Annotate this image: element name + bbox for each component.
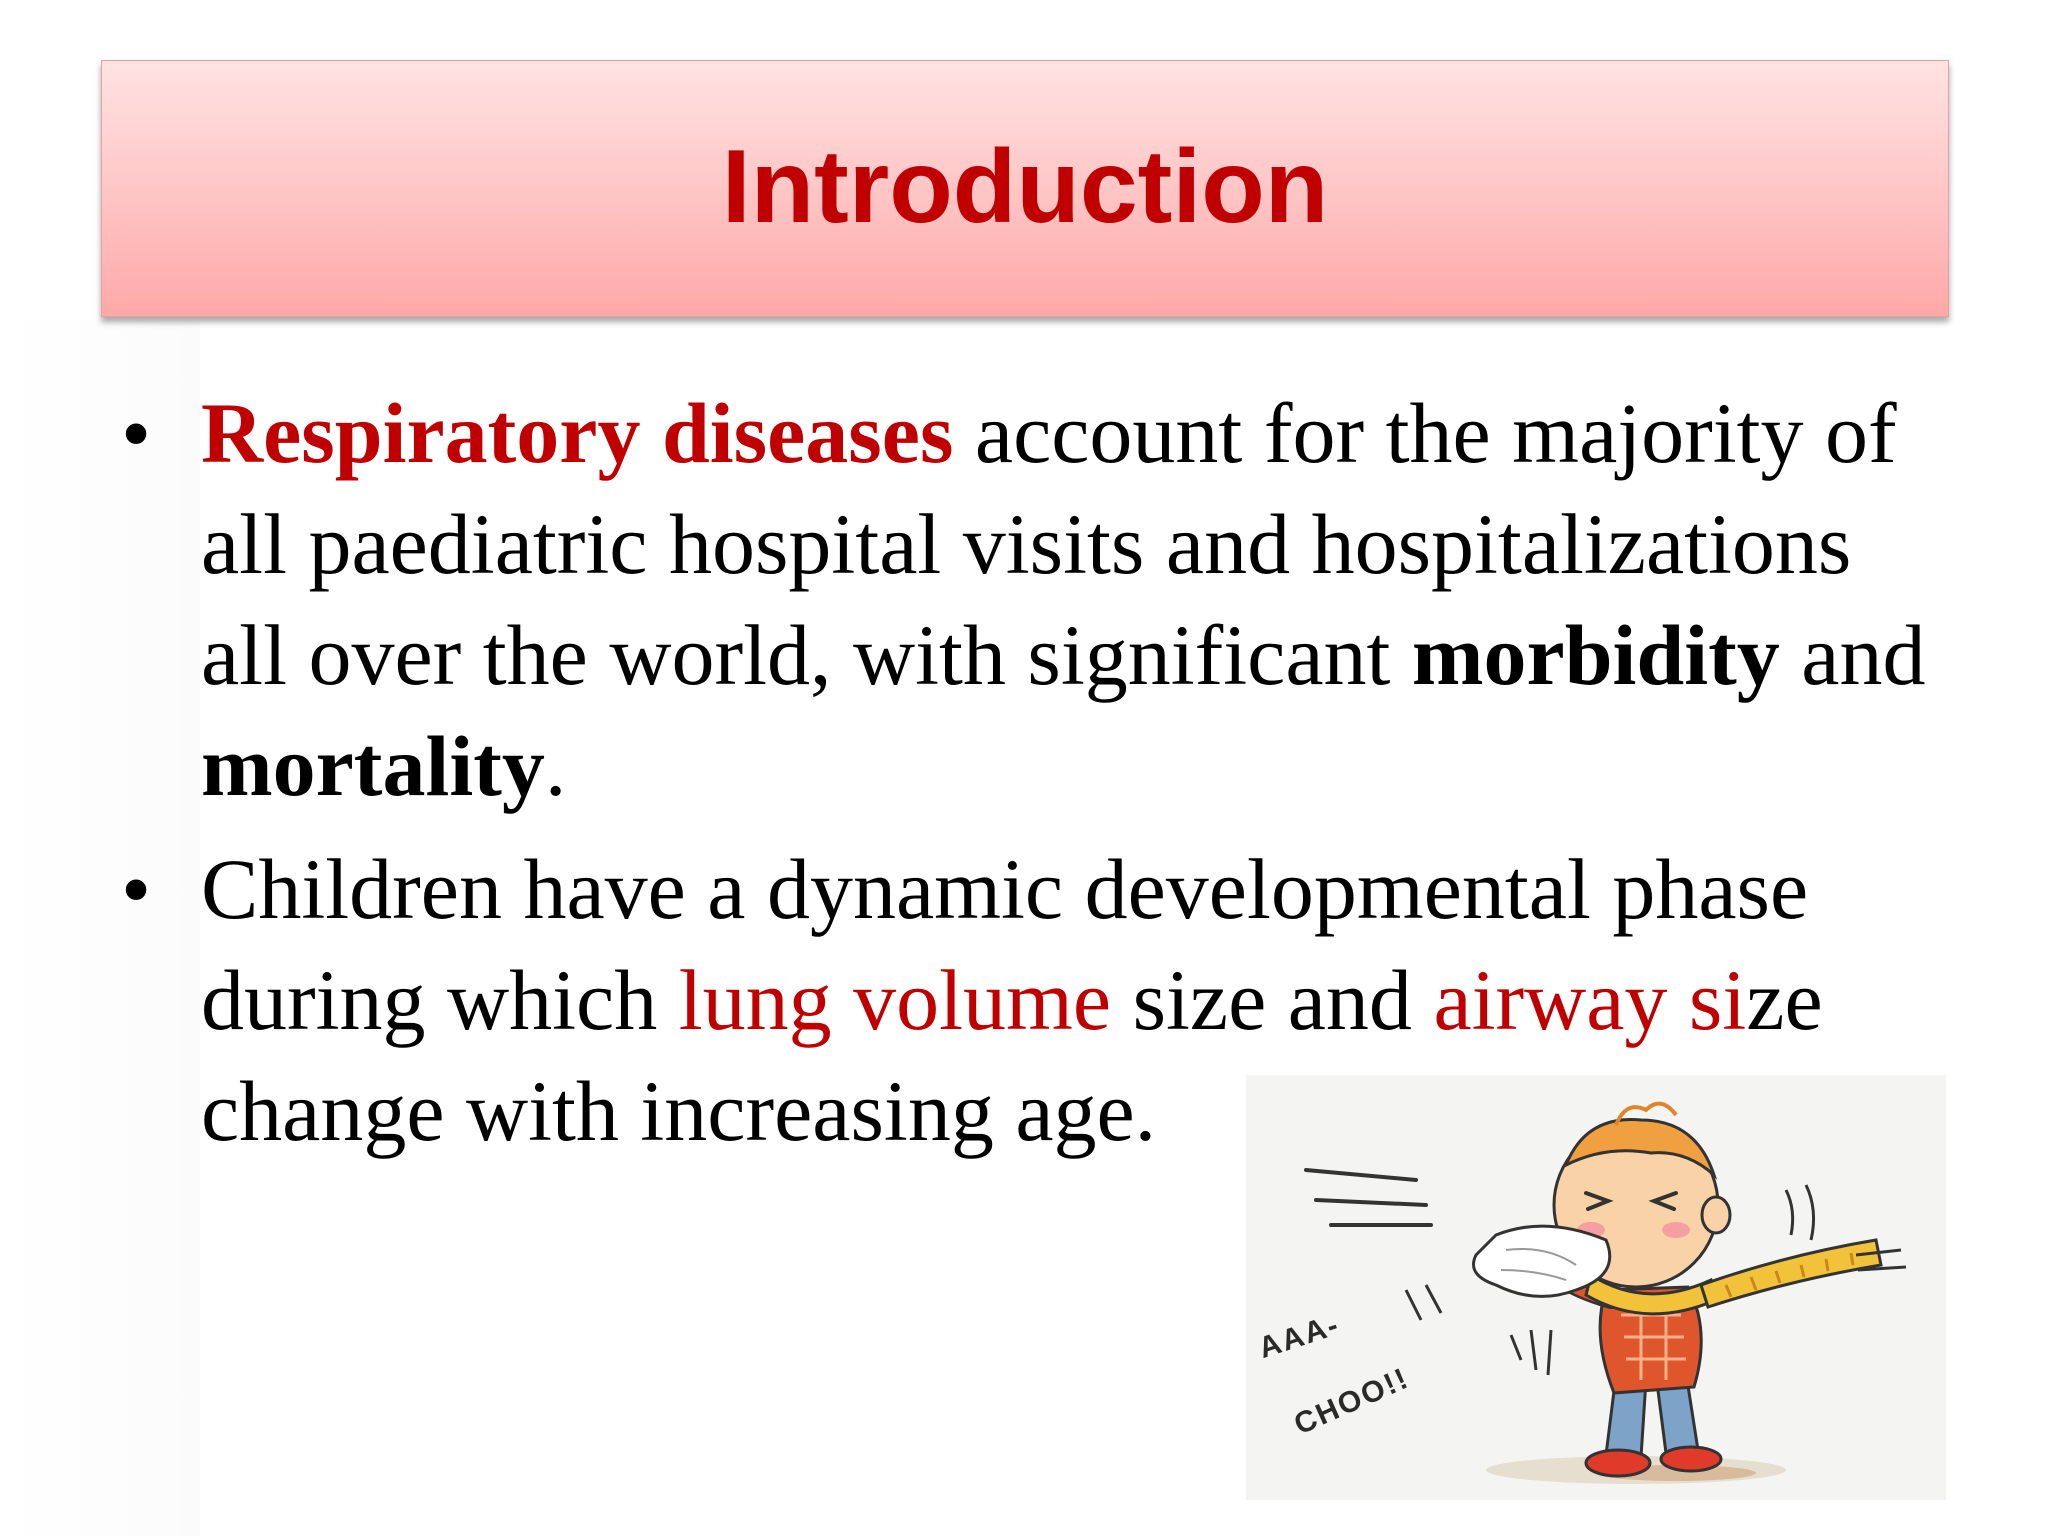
bullet-item (121, 378, 1951, 822)
bullet-text-segment: airway si (1433, 952, 1747, 1048)
bullet-text-segment: Children have a dynamic developmental phase during which (201, 841, 1809, 1048)
sneeze-sound-text-1: AAA- (1254, 1308, 1344, 1366)
slide-title: Introduction (721, 129, 1329, 245)
bullet-icon: • (121, 841, 152, 937)
bullet-text-segment: . (544, 718, 567, 814)
bullet-text-segment: morbidity (1411, 607, 1780, 703)
sneezing-child-icon (1246, 1075, 1946, 1500)
sneezing-child-illustration (1246, 1075, 1946, 1500)
bullet-text-segment: size and (1111, 952, 1434, 1048)
bullet-text-segment: ze change with increasing age. (201, 952, 1823, 1159)
bullet-text-segment: account for the majority of all paediatric hospital visits and hospitalizations all over the world, with significant (201, 385, 1897, 703)
sneeze-sound-text-2: CHOO!! (1289, 1361, 1415, 1442)
title-banner (101, 60, 1949, 317)
bullet-text-segment: lung volume (678, 952, 1112, 1048)
bullet-icon: • (121, 385, 152, 481)
bullet-list (121, 378, 1951, 1179)
bullet-text-segment: Respiratory diseases (201, 385, 954, 481)
bullet-text-segment: and (1779, 607, 1926, 703)
bullet-text-segment: mortality (201, 718, 545, 814)
